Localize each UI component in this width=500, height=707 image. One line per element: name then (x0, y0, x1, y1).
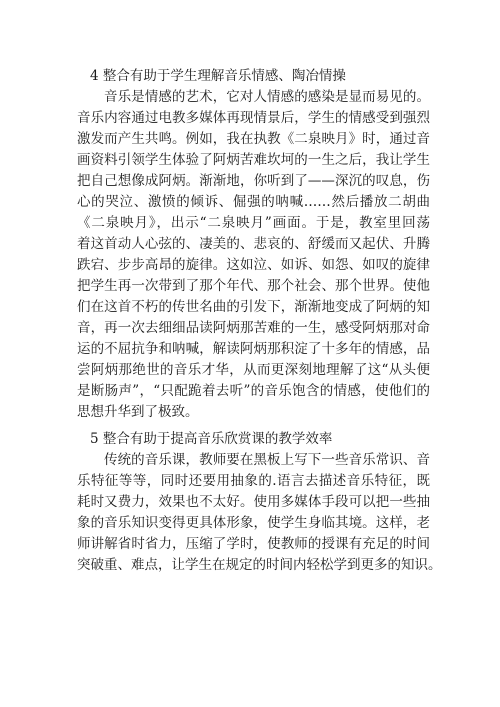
paragraph-line: 把学生再一次带到了那个年代、那个社会、那个世界。使他 (77, 278, 430, 294)
paragraph-line: 是断肠声”，“只配跪着去听”的音乐饱含的情感，使他们的 (77, 383, 430, 399)
paragraph-line: 音，再一次去细细品读阿炳那苦难的一生，感受阿炳那对命 (77, 320, 430, 336)
paragraph-line: 尝阿炳那绝世的音乐才华，从而更深刻地理解了这“从头便 (77, 362, 430, 378)
section-5-heading: 5 整合有助于提高音乐欣赏课的教学效率 (90, 431, 333, 447)
paragraph-line: 师讲解省时省力，压缩了学时，使教师的授课有充足的时间 (77, 536, 430, 552)
paragraph-line: 《二泉映月》，出示“二泉映月”画面。于是，教室里回荡 (77, 215, 430, 231)
document-body (77, 66, 442, 576)
paragraph-line: 画资料引领学生体验了阿炳苦难坎坷的一生之后，我让学生 (77, 152, 430, 168)
paragraph-line: 乐特征等等，同时还要用抽象的.语言去描述音乐特征，既 (77, 473, 430, 489)
paragraph-line: 突破重、难点，让学生在规定的时间内轻松学到更多的知识。 (77, 557, 442, 573)
paragraph-line: 象的音乐知识变得更具体形象，使学生身临其境。这样，老 (77, 515, 430, 531)
paragraph-line: 音乐是情感的艺术，它对人情感的感染是显而易见的。 (104, 89, 430, 105)
paragraph-line: 们在这首不朽的传世名曲的引发下，渐渐地变成了阿炳的知 (77, 299, 430, 315)
paragraph-line: 音乐内容通过电教多媒体再现情景后，学生的情感受到强烈 (77, 110, 430, 126)
paragraph-line: 思想升华到了极致。 (77, 404, 199, 420)
paragraph-line: 着这首动人心弦的、凄美的、悲哀的、舒缓而又起伏、升腾 (77, 236, 430, 252)
paragraph-line: 耗时又费力，效果也不太好。使用多媒体手段可以把一些抽 (77, 494, 430, 510)
paragraph-line: 心的哭泣、激愤的倾诉、倔强的呐喊……然后播放二胡曲 (77, 194, 430, 210)
paragraph-line: 运的不屈抗争和呐喊，解读阿炳那积淀了十多年的情感，品 (77, 341, 430, 357)
paragraph-line: 传统的音乐课，教师要在黑板上写下一些音乐常识、音 (104, 452, 430, 468)
paragraph-line: 激发而产生共鸣。例如，我在执教《二泉映月》时，通过音 (77, 131, 430, 147)
paragraph-line: 把自己想像成阿炳。渐渐地，你听到了——深沉的叹息，伤 (77, 173, 430, 189)
paragraph-line: 跌宕、步步高昂的旋律。这如泣、如诉、如怨、如叹的旋律 (77, 257, 430, 273)
section-4-heading: 4 整合有助于学生理解音乐情感、陶冶情操 (90, 68, 346, 84)
